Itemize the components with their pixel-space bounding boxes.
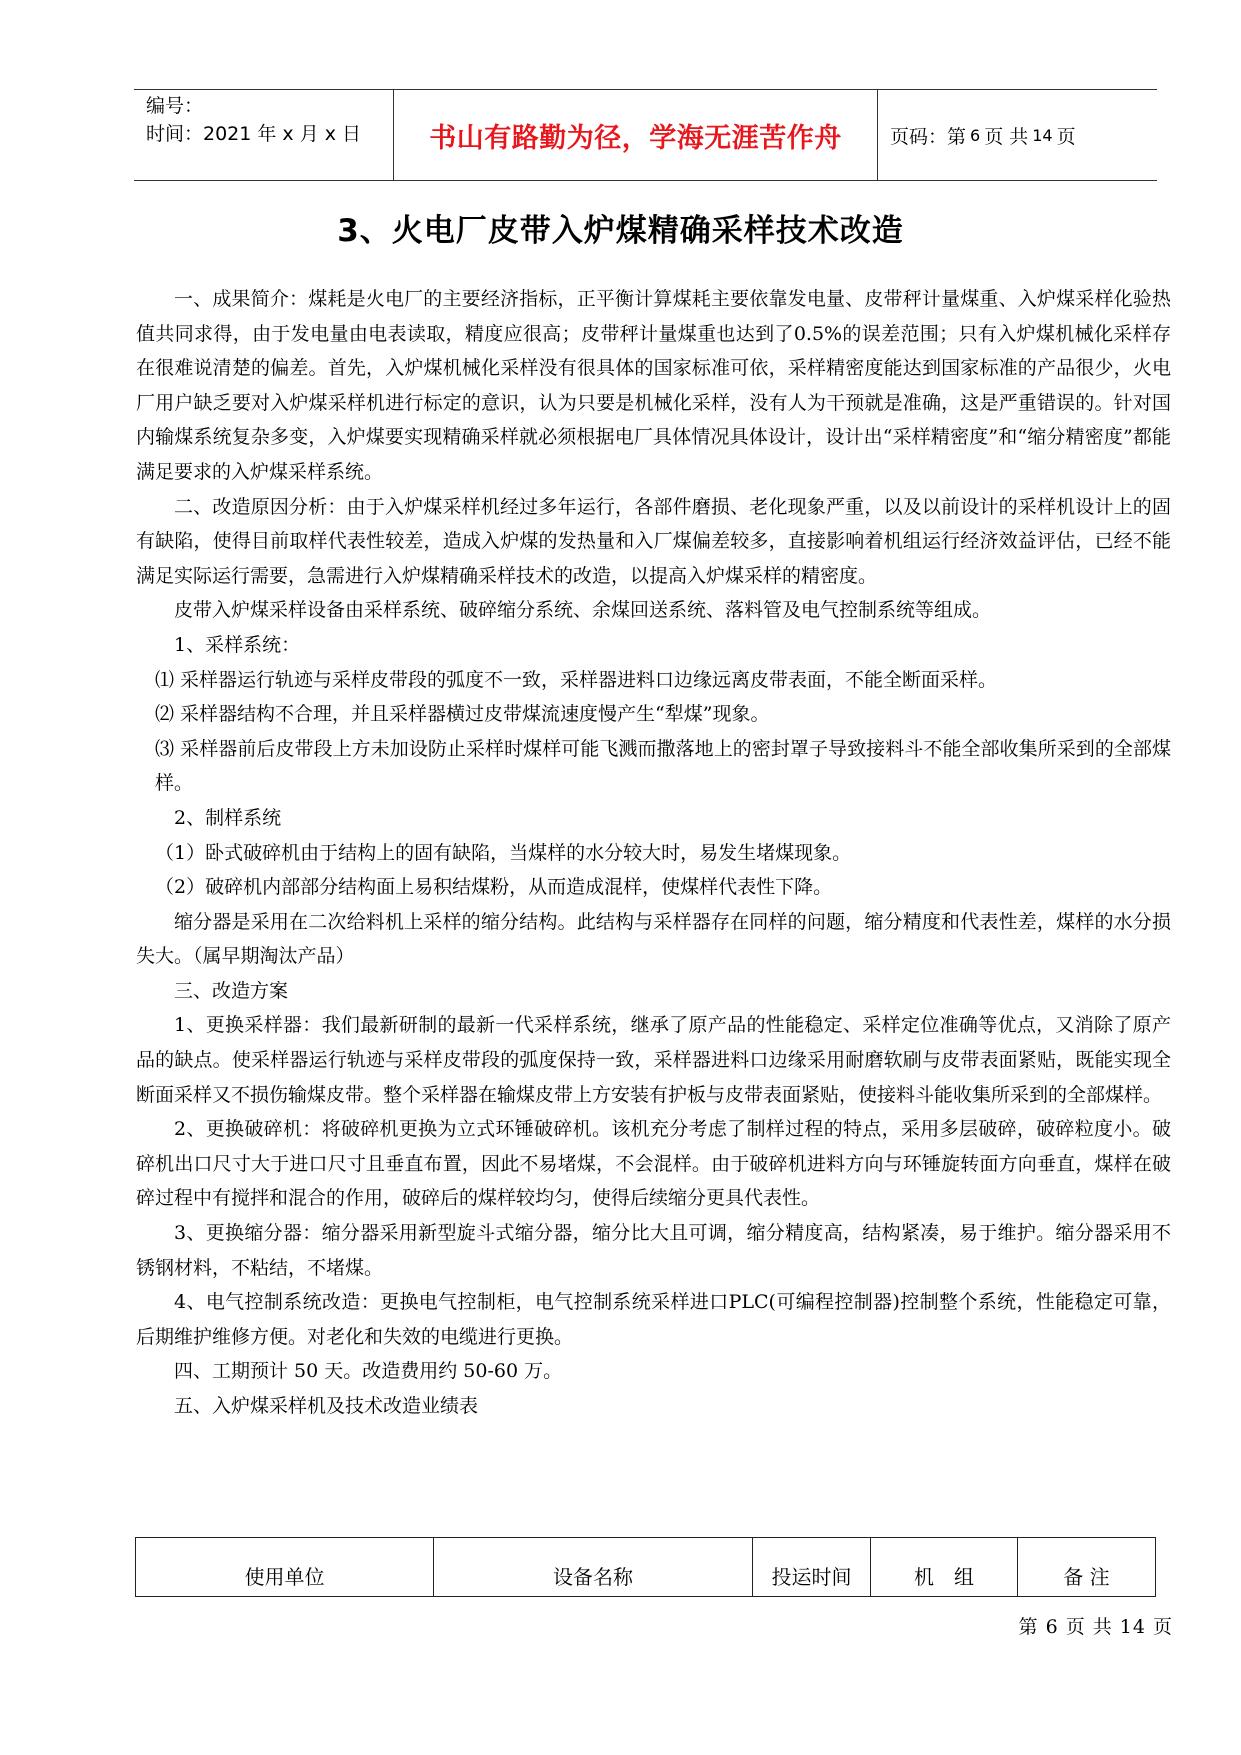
paragraph: ⑶ 采样器前后皮带段上方未加设防止采样时煤样可能飞溅而撒落地上的密封罩子导致接料斗不能全部收集所采到的全部煤样。: [155, 737, 1171, 795]
paragraph: 2、更换破碎机：将破碎机更换为立式环锤破碎机。该机充分考虑了制样过程的特点，采用多层破碎，破碎粒度小。破碎机出口尺寸大于进口尺寸且垂直布置，因此不易堵煤，不会混样。由于破碎机进料方向与环锤旋转面方向垂直，煤样在破碎过程中有搅拌和混合的作用，破碎后的煤样较均匀，使得后续缩分更具代表性。: [136, 1118, 1171, 1210]
page-header: [134, 89, 1157, 181]
col-header-remarks: 备 注: [1018, 1538, 1156, 1597]
table-header-row: [136, 1538, 1156, 1597]
paragraph: 一、成果简介：煤耗是火电厂的主要经济指标，正平衡计算煤耗主要依靠发电量、皮带秤计量煤重、入炉煤采样化验热值共同求得，由于发电量由电表读取，精度应很高；皮带秤计量煤重也达到了0.5%的误差范围；只有入炉煤机械化采样存在很难说清楚的偏差。首先，入炉煤机械化采样没有很具体的国家标准可依，采样精密度能达到国家标准的产品很少，火电厂用户缺乏要对入炉煤采样机进行标定的意识，认为只要是机械化采样，没有人为干预就是准确，这是严重错误的。针对国内输煤系统复杂多变，入炉煤要实现精确采样就必须根据电厂具体情况具体设计，设计出“采样精密度”和“缩分精密度”都能满足要求的入炉煤采样系统。: [136, 288, 1171, 483]
paragraph: 4、电气控制系统改造：更换电气控制柜，电气控制系统采样进口PLC(可编程控制器)控制整个系统，性能稳定可靠，后期维护维修方便。对老化和失效的电缆进行更换。: [136, 1291, 1171, 1348]
paragraph: （2）破碎机内部部分结构面上易积结煤粉，从而造成混样，使煤样代表性下降。: [155, 876, 833, 899]
page-suffix: 页: [1056, 125, 1076, 148]
paragraph: 缩分器是采用在二次给料机上采样的缩分结构。此结构与采样器存在同样的问题，缩分精度和代表性差，煤样的水分损失大。（属早期淘汰产品）: [136, 910, 1171, 968]
header-page-info: [878, 90, 1157, 180]
paragraph: 三、改造方案: [174, 979, 289, 1002]
paragraph: 皮带入炉煤采样设备由采样系统、破碎缩分系统、余煤回送系统、落料管及电气控制系统等组成。: [174, 599, 992, 622]
time-label: 时间：2021 年 x 月 x 日: [146, 123, 362, 145]
paragraph: 3、更换缩分器：缩分器采用新型旋斗式缩分器，缩分比大且可调，缩分精度高，结构紧凑，易于维护。缩分器采用不锈钢材料，不粘结，不堵煤。: [136, 1222, 1171, 1279]
paragraph: ⑴ 采样器运行轨迹与采样皮带段的弧度不一致，采样器进料口边缘远离皮带表面，不能全断面采样。: [155, 668, 998, 691]
performance-table: [135, 1537, 1156, 1597]
page-current: 6: [970, 125, 981, 145]
paragraph: 1、采样系统：: [174, 633, 301, 656]
col-header-unit-set: 机 组: [871, 1538, 1018, 1597]
header-motto-cell: [394, 90, 878, 180]
page-total: 14: [1032, 125, 1053, 145]
col-header-unit: 使用单位: [136, 1538, 434, 1597]
document-title: 3、火电厂皮带入炉煤精确采样技术改造: [337, 213, 904, 249]
header-meta: [134, 90, 394, 180]
page-mid: 页 共: [984, 125, 1029, 148]
paragraph: （1）卧式破碎机由于结构上的固有缺陷，当煤样的水分较大时，易发生堵煤现象。: [155, 841, 852, 864]
header-motto: 书山有路勤为径，学海无涯苦作舟: [429, 122, 842, 154]
page-footer: 第 6 页 共 14 页: [1018, 1616, 1173, 1638]
page-prefix: 页码：第: [890, 125, 967, 148]
paragraph: 2、制样系统: [174, 806, 282, 829]
paragraph: 1、更换采样器：我们最新研制的最新一代采样系统，继承了原产品的性能稳定、采样定位准确等优点，又消除了原产品的缺点。使采样器运行轨迹与采样皮带段的弧度保持一致，采样器进料口边缘采用耐磨软刷与皮带表面紧贴，既能实现全断面采样又不损伤输煤皮带。整个采样器在输煤皮带上方安装有护板与皮带表面紧贴，使接料斗能收集所采到的全部煤样。: [136, 1014, 1171, 1106]
paragraph: ⑵ 采样器结构不合理，并且采样器横过皮带煤流速度慢产生“犁煤”现象。: [155, 703, 770, 726]
number-label: 编号：: [146, 95, 204, 117]
paragraph: 二、改造原因分析：由于入炉煤采样机经过多年运行，各部件磨损、老化现象严重，以及以前设计的采样机设计上的固有缺陷，使得目前取样代表性较差，造成入炉煤的发热量和入厂煤偏差较多，直接影响着机组运行经济效益评估，已经不能满足实际运行需要，急需进行入炉煤精确采样技术的改造，以提高入炉煤采样的精密度。: [136, 495, 1171, 587]
paragraph: 五、入炉煤采样机及技术改造业绩表: [174, 1395, 479, 1417]
paragraph: 四、工期预计 50 天。改造费用约 50-60 万。: [174, 1360, 563, 1383]
document-body: [136, 282, 1171, 1424]
col-header-equipment: 设备名称: [434, 1538, 753, 1597]
col-header-date: 投运时间: [753, 1538, 871, 1597]
